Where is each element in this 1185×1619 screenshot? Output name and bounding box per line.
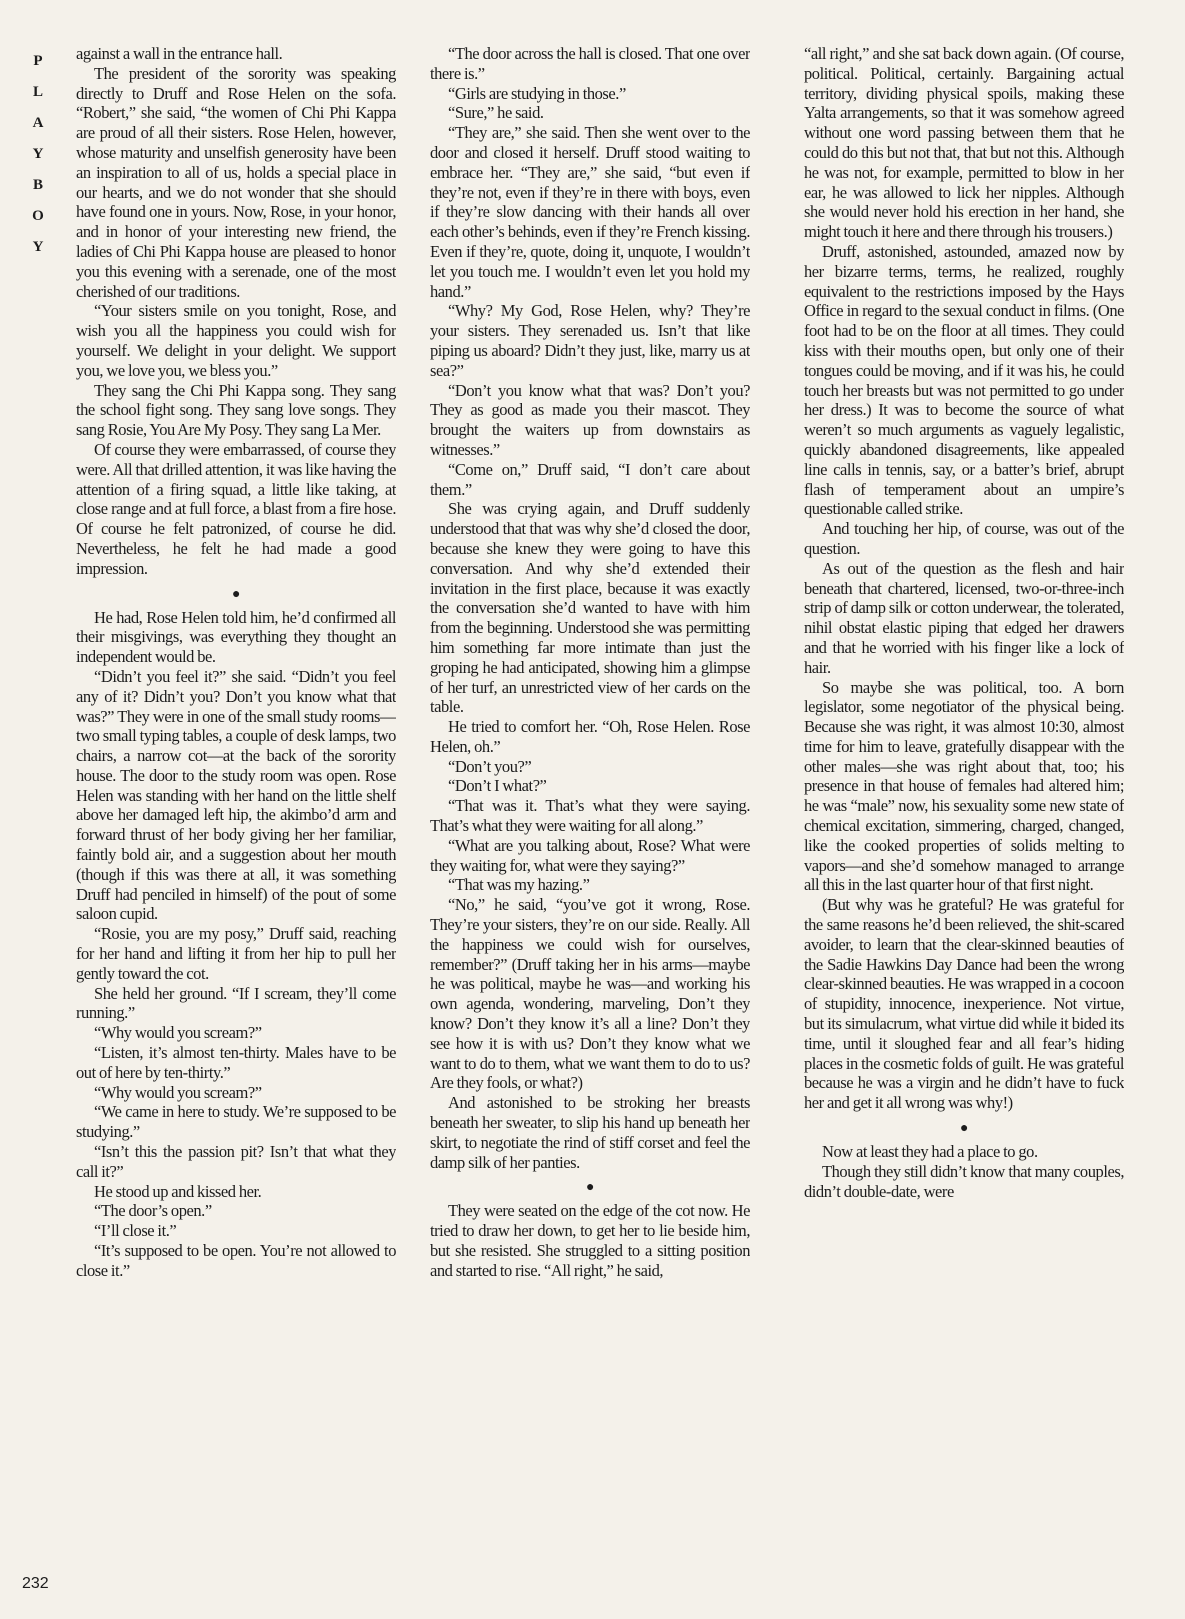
masthead-letter: L [32,84,43,100]
section-break-bullet: ● [959,1121,968,1137]
masthead-letter: B [32,177,43,193]
masthead-letter: A [32,115,44,131]
paragraph: “Girls are studying in those.” [448,83,626,103]
playboy-masthead [27,46,49,263]
text-column-3 [804,44,1124,1604]
paragraph: against a wall in the entrance hall. [76,44,283,63]
paragraph: “Why? My God, Rose Helen, why? They’re your sisters. They serenaded us. Isn’t that like piping us aboard? Didn’t they just, like, marry us at sea?” [430,301,750,380]
page-number: 232 [22,1575,49,1592]
paragraph: So maybe she was political, too. A born legislator, some negotiator of the physical being. Because she was right, it was almost 10:30, almost time for him to leave, gratefully disappear with the other males—she was right about that, too; his presence in that house of females had altered him; he was “male” now, his sexuality some new state of chemical excitation, simmering, charged, changed, like the cooked properties of solids melting to vapors—and she’d somehow managed to arrange all this in the last quarter hour of that first night. [804,677,1124,895]
paragraph: “Come on,” Druff said, “I don’t care about them.” [430,459,750,499]
paragraph: Though they still didn’t know that many couples, didn’t double-date, were [804,1161,1124,1201]
paragraph: “Sure,” he said. [448,103,544,123]
text-column-1 [76,44,396,1604]
paragraph: And touching her hip, of course, was out of the question. [804,519,1124,558]
paragraph: She held her ground. “If I scream, they’ll come running.” [76,983,396,1023]
paragraph: “We came in here to study. We’re supposed to be studying.” [76,1102,396,1142]
paragraph: He stood up and kissed her. [94,1181,262,1201]
section-break-bullet: ● [585,1180,594,1196]
paragraph: “That was my hazing.” [448,875,590,895]
paragraph: “What are you talking about, Rose? What were they waiting for, what were they saying?” [430,835,750,875]
paragraph: (But why was he grateful? He was grateful for the same reasons he’d been relieved, the shit-scared avoider, to learn that the clear-skinned beauties of the Sadie Hawkins Day Dance had been the wrong clear-skinned beauties. He was wrapped in a cocoon of stupidity, innocence, inexperience. Not virtue, but its simulacrum, what virtue did while it bided its time, until it sloughed fear and all fear’s hiding places in the cosmetic folds of guilt. He was grateful because he was a virgin and he didn’t have to fuck her and get it all wrong was why!) [804,895,1124,1113]
paragraph: “Why would you scream?” [94,1082,262,1102]
paragraph: Now at least they had a place to go. [822,1142,1038,1162]
masthead-letter: Y [32,239,44,255]
paragraph: “They are,” she said. Then she went over to the door and closed it herself. Druff stood waiting to embrace her. “They are,” she said, “but even if they’re not, even if they’re in there with boys, even if they’re slow dancing with their hands all over each other’s behinds, even if they’re French kissing. Even if they’re, quote, doing it, unquote, I wouldn’t let you touch me. I wouldn’t even let you hold my hand.” [430,123,750,301]
paragraph: “No,” he said, “you’ve got it wrong, Rose. They’re your sisters, they’re on our side. Really. All the happiness we could wish for ourselves, remember?” (Druff taking her in his arms—maybe he was political, maybe he was—and working his own agenda, wondering, marveling, Don’t they know? Don’t they know it’s all a line? Don’t they see how it is with us? Don’t they know what we want to do to them, what we want them to do to us? Are they fools, or what?) [430,895,750,1093]
paragraph: “Don’t you?” [448,756,532,776]
masthead-letter: P [33,53,43,69]
paragraph: “The door’s open.” [94,1201,212,1221]
paragraph: They sang the Chi Phi Kappa song. They sang the school fight song. They sang love songs. They sang Rosie, You Are My Posy. They sang La Mer. [76,380,396,440]
paragraph: The president of the sorority was speaking directly to Druff and Rose Helen on the sofa. “Robert,” she said, “the women of Chi Phi Kappa are proud of all their sisters. Rose Helen, however, whose maturity and unselfish generosity have been an inspiration to all of us, holds a special place in our hearts, and we do not wonder that she should have found one in yours. Now, Rose, in your honor, and in honor of your interesting new friend, the ladies of Chi Phi Kappa house are pleased to honor you this evening with a serenade, one of the most cherished of our traditions. [76,63,396,301]
paragraph: “Didn’t you feel it?” she said. “Didn’t you feel any of it? Didn’t you? Don’t you know what that was?” They were in one of the small study rooms—two small typing tables, a couple of desk lamps, two chairs, a narrow cot—at the back of the sorority house. The door to the study room was open. Rose Helen was standing with her hand on the little shelf above her damaged left hip, the akimbo’d arm and forward thrust of her body giving her her familiar, faintly bold air, and a suggestion about her mouth (though if this was there at all, it was something Druff had penciled in himself) of the pout of some saloon cupid. [76,666,396,924]
paragraph: “The door across the hall is closed. That one over there is.” [430,44,750,83]
paragraph: “Rosie, you are my posy,” Druff said, reaching for her hand and lifting it from her hip to pull her gently toward the cot. [76,924,396,983]
text-column-2 [430,44,750,1604]
paragraph: He had, Rose Helen told him, he’d confirmed all their misgivings, was everything they thought an independent would be. [76,607,396,667]
paragraph: “Don’t I what?” [448,776,547,796]
paragraph: He tried to comfort her. “Oh, Rose Helen. Rose Helen, oh.” [430,717,750,756]
paragraph: “Isn’t this the passion pit? Isn’t that what they call it?” [76,1142,396,1181]
paragraph: As out of the question as the flesh and hair beneath that chartered, licensed, two-or-three-inch strip of damp silk or cotton underwear, the tolerated, nihil obstat elastic piping that edged her drawers and that he worried with his finger like a lock of hair. [804,558,1124,677]
paragraph: “It’s supposed to be open. You’re not allowed to close it.” [76,1241,396,1280]
paragraph: They were seated on the edge of the cot now. He tried to draw her down, to get her to lie beside him, but she resisted. She struggled to a sitting position and started to rise. “All right,” he said, [430,1201,750,1280]
paragraph: “all right,” and she sat back down again. (Of course, political. Political, certainly. Bargaining actual territory, dividing physical spoils, making these Yalta arrangements, so that it was somehow agreed without one word passing between them that he could do this but not that, that but not this. Although he was not, for example, permitted to blow in her ear, he was allowed to lick her nipples. Although she would never hold his erection in her hand, she might touch it here and there through his trousers.) [804,44,1124,242]
paragraph: Druff, astonished, astounded, amazed now by her bizarre terms, terms, he realized, roughly equivalent to the restrictions imposed by the Hays Office in regard to the sexual conduct in films. (One foot had to be on the floor at all times. They could kiss with their mouths open, but only one of their tongues could be moving, and if it was his, he could touch her breasts but was not permitted to go under her dress.) It was to become the source of what weren’t so much arguments as vaguely legalistic, quickly abandoned disagreements, like appealed line calls in tennis, say, or a batter’s brief, abrupt flash of temperament about an umpire’s questionable called strike. [804,241,1124,519]
section-break-bullet: ● [231,586,240,602]
paragraph: “Listen, it’s almost ten-thirty. Males have to be out of here by ten-thirty.” [76,1043,396,1082]
paragraph: “Why would you scream?” [94,1023,262,1043]
masthead-letter: Y [32,146,44,162]
paragraph: Of course they were embarrassed, of course they were. All that drilled attention, it was like having the attention of a firing squad, a little like taking, at close range and at full force, a blast from a fire hose. Of course he felt patronized, of course he did. Nevertheless, he felt he had made a good impression. [76,439,396,578]
paragraph: “I’ll close it.” [94,1221,177,1241]
paragraph: “That was it. That’s what they were saying. That’s what they were waiting for all along.” [430,796,750,836]
paragraph: “Your sisters smile on you tonight, Rose, and wish you all the happiness you could wish for yourself. We delight in your delight. We support you, we love you, we bless you.” [76,301,396,380]
paragraph: She was crying again, and Druff suddenly understood that that was why she’d closed the door, because she knew they were going to have this conversation. And why she’d extended their invitation in the first place, because it was exactly the conversation she’d wanted to have with him from the beginning. Understood she was permitting him something far more intimate than just the groping he had anticipated, showing him a glimpse of her turf, an unrestricted view of her cards on the table. [430,499,750,717]
masthead-letter: O [32,208,44,224]
paragraph: “Don’t you know what that was? Don’t you? They as good as made you their mascot. They brought the waiters up from downstairs as witnesses.” [430,380,750,459]
paragraph: And astonished to be stroking her breasts beneath her sweater, to slip his hand up beneath her skirt, to negotiate the rind of stiff corset and feel the damp silk of her panties. [430,1093,750,1172]
